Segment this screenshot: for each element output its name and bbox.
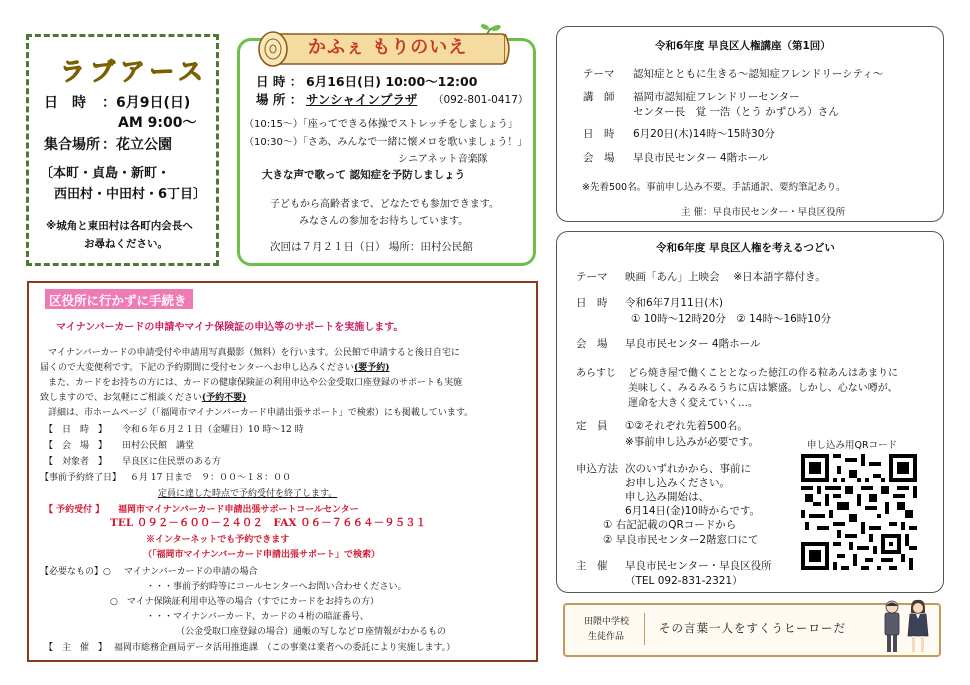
love-place-value: ：花立公園 xyxy=(102,137,172,153)
jinken1-lecturer-label: 講 師 xyxy=(583,91,615,103)
ward-paragraph-4-text: 致しますので、お気軽にご相談ください xyxy=(40,393,202,403)
cafe-title: かふぇ もりのいえ xyxy=(308,37,468,58)
ward-need-2: ○ マイナ保険証利用申込等の場合（すでにカードをお持ちの方） xyxy=(110,597,379,607)
ward-need-2-detail-2: （公金受取口座登録の場合）通帳の写しなどロ座情報がわかるもの xyxy=(176,627,447,637)
ward-deadline-value: ６月 17 日まで ９：００～１８：００ xyxy=(130,473,292,483)
jinken2-apply-label: 申込方法 xyxy=(576,463,618,475)
jinken2-capacity-note: ※事前申し込みが必要です。 xyxy=(625,436,759,448)
student-kind: 生徒作品 xyxy=(588,632,625,642)
jinken2-host-label: 主 催 xyxy=(576,560,608,572)
jinken1-title: 令和6年度 早良区人権講座（第1回） xyxy=(655,40,831,52)
ward-host-label: 【 主 催 】 xyxy=(44,643,108,653)
jinken1-date-value: 6月20日(木)14時～15時30分 xyxy=(633,128,775,140)
ward-paragraph-5: 詳細は、市ホームページ（「福岡市マイナンバーカード申請出張サポート」で検索）にも掲載しています。 xyxy=(48,408,474,418)
ward-paragraph-2 xyxy=(40,360,389,373)
jinken2-story-3: 運命を大きく変えていく…。 xyxy=(628,398,758,409)
jinken1-lecturer-org: 福岡市認知症フレンドリーセンター xyxy=(633,91,800,103)
ward-deadline-note: 定員に達した時点で予約受付を終了します。 xyxy=(158,489,338,499)
student-school: 田隈中学校 xyxy=(584,617,630,627)
ward-reservation-required: (要予約) xyxy=(353,363,390,373)
jinken2-apply-3: 申し込み開始は、 xyxy=(625,491,709,503)
jinken2-capacity-label: 定 員 xyxy=(576,420,608,432)
ward-paragraph-1: マイナンバーカードの申請受付や申請用写真撮影（無料）を行います。公民館で申請すると後日自宅に xyxy=(48,348,460,358)
jinken2-apply-4: 6月14日(金)10時からです。 xyxy=(625,505,761,517)
love-date-value: ：6月9日(日) xyxy=(102,95,191,111)
jinken2-venue-value: 早良市民センター 4階ホール xyxy=(625,338,761,350)
ward-need-label: 【必要なもの】○ xyxy=(40,567,111,577)
cafe-program-2-performer: シニアネット音楽隊 xyxy=(398,154,488,165)
ward-need-1-detail: ・・・事前予約時等にコールセンターへお問い合わせください。 xyxy=(146,582,407,592)
cafe-date-label: 日 時 ： xyxy=(256,74,303,89)
ward-reservation-not-required: (予約不要) xyxy=(201,393,247,403)
application-qr-code[interactable] xyxy=(801,454,917,570)
ward-need-1: マイナンバーカードの申請の場合 xyxy=(124,567,258,577)
jinken2-apply-6: ② 早良市民センター2階窓口にて xyxy=(603,534,759,546)
jinken2-apply-1: 次のいずれかから、事前に xyxy=(625,463,751,475)
jinken1-lecturer-name: センター長 覚 一浩（とう かずひろ）さん xyxy=(633,106,839,118)
jinken2-time-value: ① 10時～12時20分 ② 14時～16時10分 xyxy=(631,313,832,325)
cafe-next-session: 次回は７月２１日（日） 場所：田村公民館 xyxy=(270,241,473,253)
jinken2-story-label: あらすじ xyxy=(576,368,616,379)
cafe-date-value: 6月16日(日) 10:00～12:00 xyxy=(306,74,478,89)
cafe-message-2: みなさんの参加をお待ちしています。 xyxy=(299,216,469,227)
cafe-place-tel: （092-801-0417） xyxy=(433,94,529,106)
cafe-program-1: （10:15～）「座ってできる体操でストレッチをしましょう」 xyxy=(244,119,518,130)
jinken2-title: 令和6年度 早良区人権を考えるつどい xyxy=(656,242,835,254)
ward-internet-note: ※インターネットでも予約できます xyxy=(146,535,290,545)
jinken2-apply-5: ① 右記記載のQRコードから xyxy=(603,519,737,531)
ward-header: 区役所に行かずに手続き xyxy=(45,289,193,309)
jinken2-story-1: どら焼き屋で働くこととなった徳江の作る粒あんはあまりに xyxy=(628,368,898,379)
student-divider xyxy=(644,613,645,645)
ward-need-2-detail: ・・・マイナンバーカード、カードの４桁の暗証番号、 xyxy=(146,612,369,622)
jinken2-host-2: （TEL 092-831-2321） xyxy=(625,575,743,587)
ward-paragraph-3: また、カードをお持ちの方には、カードの健康保険証の利用申込や公金受取口座登録のサポートも実施 xyxy=(48,378,463,388)
ward-venue-label: 【 会 場 】 xyxy=(44,441,108,451)
jinken2-capacity-value: ①②それぞれ先着500名。 xyxy=(625,420,748,432)
ward-host-value: 福岡市総務企画局データ活用推進課 （この事業は業者への委託により実施します。） xyxy=(114,643,456,653)
cafe-program-2: （10:30～）「さあ、みんなで一緒に懐メロを歌いましょう！」 xyxy=(244,137,528,148)
love-time-value: AM 9:00～ xyxy=(118,115,197,131)
jinken2-theme-value: 映画「あん」上映会 ※日本語字幕付き。 xyxy=(625,271,826,283)
jinken1-note: ※先着500名。事前申し込み不要。手話通訳、要約筆記あり。 xyxy=(582,182,846,193)
ward-target-value: 早良区に住民票のある方 xyxy=(122,457,222,467)
ward-deadline-label: 【事前予約終了日】 xyxy=(40,473,122,483)
jinken2-qr-label: 申し込み用QRコード xyxy=(807,440,898,451)
jinken2-date-value: 令和6年7月11日(木) xyxy=(625,297,723,309)
jinken2-date-label: 日 時 xyxy=(576,297,608,309)
jinken2-story-2: 美味しく、みるみるうちに店は繁盛。しかし、心ない噂が、 xyxy=(628,383,898,394)
jinken2-host-1: 早良市民センター・早良区役所 xyxy=(625,560,772,572)
cafe-place-value: サンシャインプラザ xyxy=(306,92,418,107)
ward-date-value: 令和６年６月２１日（金曜日）10 時～12 時 xyxy=(122,425,304,435)
love-area-line1: 〔本町・貞島・新町・ xyxy=(40,166,171,181)
love-area-line2: 西田村・中田村・6丁目〕 xyxy=(54,187,207,202)
jinken1-theme-value: 認知症とともに生きる～認知症フレンドリーシティ～ xyxy=(633,68,884,80)
jinken1-host: 主 催：早良市民センター・早良区役所 xyxy=(681,207,846,218)
ward-target-label: 【 対象者 】 xyxy=(44,457,108,467)
jinken1-venue-value: 早良市民センター 4階ホール xyxy=(633,152,769,164)
ward-lead: マイナンバーカードの申請やマイナ保険証の申込等のサポートを実施します。 xyxy=(56,322,404,333)
cafe-slogan: 大きな声で歌って 認知症を予防しましょう xyxy=(262,169,466,181)
jinken2-venue-label: 会 場 xyxy=(576,338,608,350)
ward-venue-value: 田村公民館 講堂 xyxy=(122,441,195,451)
love-place-label: 集合場所 xyxy=(44,137,100,153)
ward-paragraph-4 xyxy=(40,390,246,403)
love-date-label: 日 時 xyxy=(44,95,86,111)
ward-paragraph-2-text: 届くので大変便利です。下記の予約期間に受付センターへお申し込みください xyxy=(40,363,354,373)
ward-date-label: 【 日 時 】 xyxy=(44,425,108,435)
jinken2-theme-label: テーマ xyxy=(576,271,608,283)
students-illustration xyxy=(878,598,936,656)
ward-booking-center: 福岡市マイナンバーカード申請出張サポートコールセンター xyxy=(118,505,359,515)
love-earth-title: ラブアース xyxy=(60,57,209,86)
cafe-message-1: 子どもから高齢者まで、どなたでも参加できます。 xyxy=(270,199,499,210)
ward-tel-fax: TEL ０９２－６００－２４０２ FAX ０６－７６６４－９５３１ xyxy=(110,517,427,529)
love-note-line2: お尋ねください。 xyxy=(84,238,168,250)
jinken1-venue-label: 会 場 xyxy=(583,152,615,164)
cafe-place-label: 場 所 ： xyxy=(256,92,303,107)
jinken1-theme-label: テーマ xyxy=(583,68,615,80)
ward-booking-label: 【 予約受付 】 xyxy=(44,505,105,515)
jinken2-apply-2: お申し込みください。 xyxy=(625,477,730,489)
love-note-line1: ※城角と東田村は各町内会長へ xyxy=(46,220,193,232)
student-phrase: その言葉一人をすくうヒーローだ xyxy=(659,621,847,635)
ward-internet-search: （「福岡市マイナンバーカード申請出張サポート」で検索） xyxy=(143,550,381,560)
jinken1-date-label: 日 時 xyxy=(583,128,615,140)
